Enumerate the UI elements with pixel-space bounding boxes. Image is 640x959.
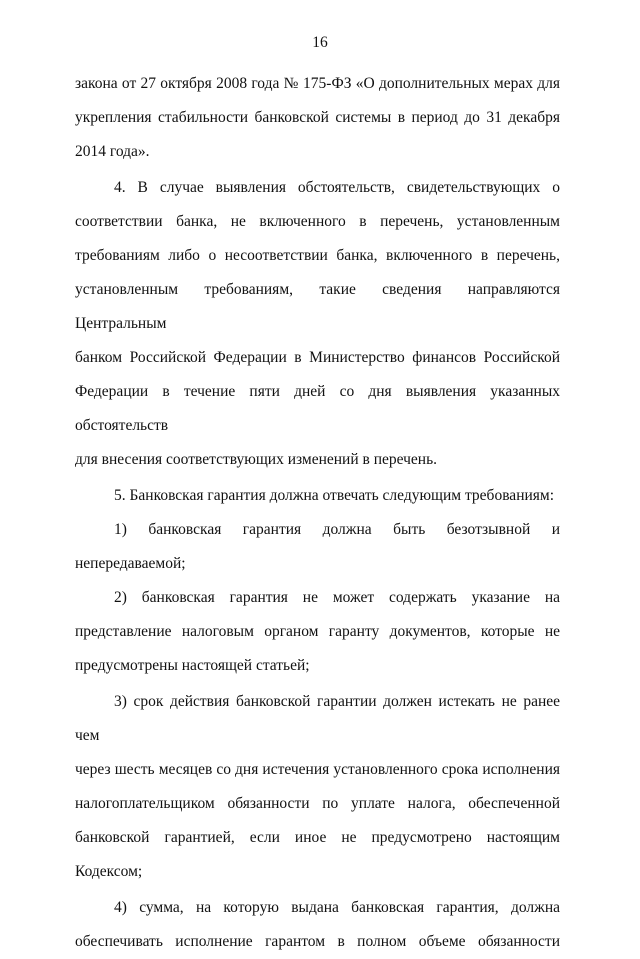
text-line: установленным требованиям, такие сведения направляются Центральным [75, 281, 560, 332]
text-line: закона от 27 октября 2008 года № 175-ФЗ «О дополнительных мерах для [75, 75, 560, 92]
text-line: 2) банковская гарантия не может содержать указание на [114, 589, 560, 606]
text-line: 4) сумма, на которую выдана банковская гарантия, должна [114, 899, 560, 916]
text-line: обеспечивать исполнение гарантом в полном объеме обязанности [75, 933, 560, 950]
text-line: 5. Банковская гарантия должна отвечать следующим требованиям: [114, 487, 555, 504]
page-number: 16 [312, 34, 328, 51]
text-line: 3) срок действия банковской гарантии должен истекать не ранее чем [75, 693, 560, 744]
text-line: через шесть месяцев со дня истечения установленного срока исполнения [75, 761, 560, 778]
text-line: 2014 года». [75, 143, 150, 160]
text-line: для внесения соответствующих изменений в перечень. [75, 451, 438, 468]
text-line: налогоплательщиком обязанности по уплате налога, обеспеченной [75, 795, 560, 812]
text-line: банковской гарантией, если иное не предусмотрено настоящим Кодексом; [75, 829, 560, 880]
text-line: требованиям либо о несоответствии банка, включенного в перечень, [75, 247, 560, 264]
text-line: 4. В случае выявления обстоятельств, свидетельствующих о [114, 179, 560, 196]
text-line: предусмотрены настоящей статьей; [75, 657, 310, 674]
text-line: представление налоговым органом гаранту документов, которые не [75, 623, 560, 640]
text-line: Федерации в течение пяти дней со дня выявления указанных обстоятельств [75, 383, 560, 434]
text-line: укрепления стабильности банковской системы в период до 31 декабря [75, 109, 560, 126]
document-body [75, 67, 560, 959]
text-line: банком Российской Федерации в Министерство финансов Российской [75, 349, 560, 366]
text-line: 1) банковская гарантия должна быть безотзывной и непередаваемой; [75, 521, 560, 572]
text-line: соответствии банка, не включенного в перечень, установленным [75, 213, 560, 230]
